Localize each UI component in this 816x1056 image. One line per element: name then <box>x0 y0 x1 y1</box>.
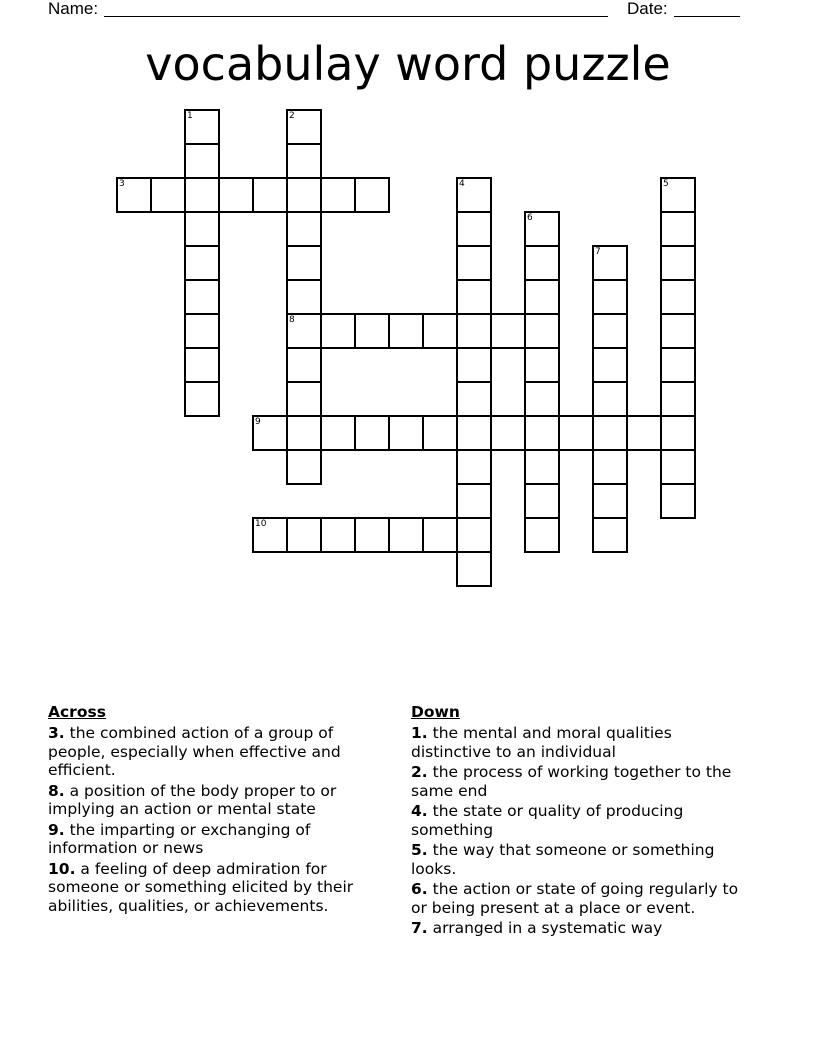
grid-cell[interactable] <box>184 177 220 213</box>
grid-cell[interactable] <box>184 211 220 247</box>
clue-number-label: 9 <box>255 417 261 427</box>
clue-across-9 <box>48 821 388 858</box>
grid-cell[interactable] <box>320 177 356 213</box>
clue-number-label: 1 <box>187 111 193 121</box>
clue-number: 5. <box>411 841 428 859</box>
grid-cell[interactable] <box>456 279 492 315</box>
grid-cell[interactable] <box>660 415 696 451</box>
crossword-grid <box>117 110 717 610</box>
clue-text: the combined action of a group of people, especially when effective and efficient. <box>48 724 341 779</box>
grid-cell[interactable] <box>388 313 424 349</box>
grid-cell[interactable] <box>354 517 390 553</box>
grid-cell[interactable] <box>286 449 322 485</box>
clue-number: 1. <box>411 724 428 742</box>
clue-across-8 <box>48 782 388 819</box>
grid-cell[interactable] <box>456 415 492 451</box>
clue-down-5 <box>411 841 756 878</box>
grid-cell[interactable] <box>320 313 356 349</box>
grid-cell[interactable] <box>456 483 492 519</box>
grid-cell[interactable] <box>456 245 492 281</box>
grid-cell[interactable] <box>388 517 424 553</box>
clue-text: the state or quality of producing something <box>411 802 684 839</box>
clue-number-label: 6 <box>527 213 533 223</box>
grid-cell[interactable] <box>320 415 356 451</box>
clue-number: 2. <box>411 763 428 781</box>
name-label: Name: <box>48 0 99 18</box>
grid-cell[interactable] <box>524 279 560 315</box>
grid-cell[interactable] <box>592 483 628 519</box>
grid-cell[interactable] <box>660 279 696 315</box>
clue-text: the way that someone or something looks. <box>411 841 715 878</box>
grid-cell[interactable] <box>286 415 322 451</box>
grid-cell[interactable] <box>456 313 492 349</box>
grid-cell[interactable] <box>524 381 560 417</box>
grid-cell[interactable] <box>422 517 458 553</box>
grid-cell[interactable] <box>286 279 322 315</box>
clue-across-10 <box>48 860 388 916</box>
grid-cell[interactable] <box>660 313 696 349</box>
grid-cell[interactable] <box>660 347 696 383</box>
grid-cell[interactable] <box>660 245 696 281</box>
clue-down-4 <box>411 802 756 839</box>
clue-number: 9. <box>48 820 65 839</box>
grid-cell[interactable] <box>456 177 492 213</box>
grid-cell[interactable] <box>660 483 696 519</box>
clue-across-3 <box>48 724 388 780</box>
clue-text: the action or state of going regularly to or being present at a place or event. <box>411 880 739 917</box>
grid-cell[interactable] <box>626 415 662 451</box>
grid-cell[interactable] <box>354 313 390 349</box>
across-clues <box>48 703 388 917</box>
grid-cell[interactable] <box>150 177 186 213</box>
grid-cell[interactable] <box>286 381 322 417</box>
grid-cell[interactable] <box>218 177 254 213</box>
name-field-line[interactable] <box>104 16 608 17</box>
down-heading: Down <box>411 703 460 721</box>
clue-number-label: 4 <box>459 179 465 189</box>
grid-cell[interactable] <box>184 143 220 179</box>
grid-cell[interactable] <box>184 381 220 417</box>
date-label: Date: <box>627 0 668 18</box>
clue-text: arranged in a systematic way <box>427 919 663 937</box>
grid-cell[interactable] <box>592 245 628 281</box>
clue-number: 7. <box>411 919 428 937</box>
grid-cell[interactable] <box>388 415 424 451</box>
clue-down-7 <box>411 919 756 938</box>
down-clues <box>411 703 756 940</box>
grid-cell[interactable] <box>184 313 220 349</box>
grid-cell[interactable] <box>592 415 628 451</box>
grid-cell[interactable] <box>456 211 492 247</box>
grid-cell[interactable] <box>184 109 220 145</box>
grid-cell[interactable] <box>184 279 220 315</box>
grid-cell[interactable] <box>286 517 322 553</box>
grid-cell[interactable] <box>524 347 560 383</box>
grid-cell[interactable] <box>422 415 458 451</box>
across-heading: Across <box>48 703 106 721</box>
grid-cell[interactable] <box>524 483 560 519</box>
grid-cell[interactable] <box>320 517 356 553</box>
grid-cell[interactable] <box>660 211 696 247</box>
clue-text: the imparting or exchanging of information or news <box>48 820 311 857</box>
grid-cell[interactable] <box>252 517 288 553</box>
grid-cell[interactable] <box>524 517 560 553</box>
clue-number-label: 3 <box>119 179 125 189</box>
page-title: vocabulay word puzzle <box>145 37 671 91</box>
grid-cell[interactable] <box>286 109 322 145</box>
clue-number: 6. <box>411 880 428 898</box>
grid-cell[interactable] <box>286 211 322 247</box>
grid-cell[interactable] <box>592 449 628 485</box>
grid-cell[interactable] <box>286 313 322 349</box>
grid-cell[interactable] <box>524 415 560 451</box>
grid-cell[interactable] <box>286 245 322 281</box>
grid-cell[interactable] <box>184 245 220 281</box>
grid-cell[interactable] <box>456 347 492 383</box>
grid-cell[interactable] <box>660 449 696 485</box>
grid-cell[interactable] <box>354 415 390 451</box>
clue-number-label: 5 <box>663 179 669 189</box>
clue-number: 10. <box>48 859 76 878</box>
clue-down-1 <box>411 724 756 761</box>
grid-cell[interactable] <box>592 347 628 383</box>
grid-cell[interactable] <box>354 177 390 213</box>
clue-down-6 <box>411 880 756 917</box>
grid-cell[interactable] <box>286 347 322 383</box>
grid-cell[interactable] <box>490 415 526 451</box>
clue-number-label: 7 <box>595 247 601 257</box>
clue-number: 8. <box>48 781 65 800</box>
grid-cell[interactable] <box>456 381 492 417</box>
grid-cell[interactable] <box>422 313 458 349</box>
grid-cell[interactable] <box>286 143 322 179</box>
grid-cell[interactable] <box>252 177 288 213</box>
grid-cell[interactable] <box>592 279 628 315</box>
grid-cell[interactable] <box>116 177 152 213</box>
grid-cell[interactable] <box>524 211 560 247</box>
clue-number-label: 10 <box>255 519 267 529</box>
grid-cell[interactable] <box>660 177 696 213</box>
grid-cell[interactable] <box>524 313 560 349</box>
grid-cell[interactable] <box>660 381 696 417</box>
grid-cell[interactable] <box>456 551 492 587</box>
clue-down-2 <box>411 763 756 800</box>
clue-number: 4. <box>411 802 428 820</box>
grid-cell[interactable] <box>490 313 526 349</box>
grid-cell[interactable] <box>592 517 628 553</box>
clue-number-label: 8 <box>289 315 295 325</box>
date-field-line[interactable] <box>674 16 740 17</box>
grid-cell[interactable] <box>558 415 594 451</box>
grid-cell[interactable] <box>184 347 220 383</box>
grid-cell[interactable] <box>456 517 492 553</box>
clue-number: 3. <box>48 724 65 742</box>
clue-number-label: 2 <box>289 111 295 121</box>
clue-text: the process of working together to the same end <box>411 763 732 800</box>
grid-cell[interactable] <box>592 313 628 349</box>
grid-cell[interactable] <box>252 415 288 451</box>
clue-text: a feeling of deep admiration for someone or something elicited by their abilities, qualities, or achievements. <box>48 859 354 915</box>
grid-cell[interactable] <box>524 449 560 485</box>
grid-cell[interactable] <box>592 381 628 417</box>
grid-cell[interactable] <box>524 245 560 281</box>
grid-cell[interactable] <box>286 177 322 213</box>
clue-text: a position of the body proper to or implying an action or mental state <box>48 781 337 818</box>
grid-cell[interactable] <box>456 449 492 485</box>
clue-text: the mental and moral qualities distinctive to an individual <box>411 724 672 761</box>
